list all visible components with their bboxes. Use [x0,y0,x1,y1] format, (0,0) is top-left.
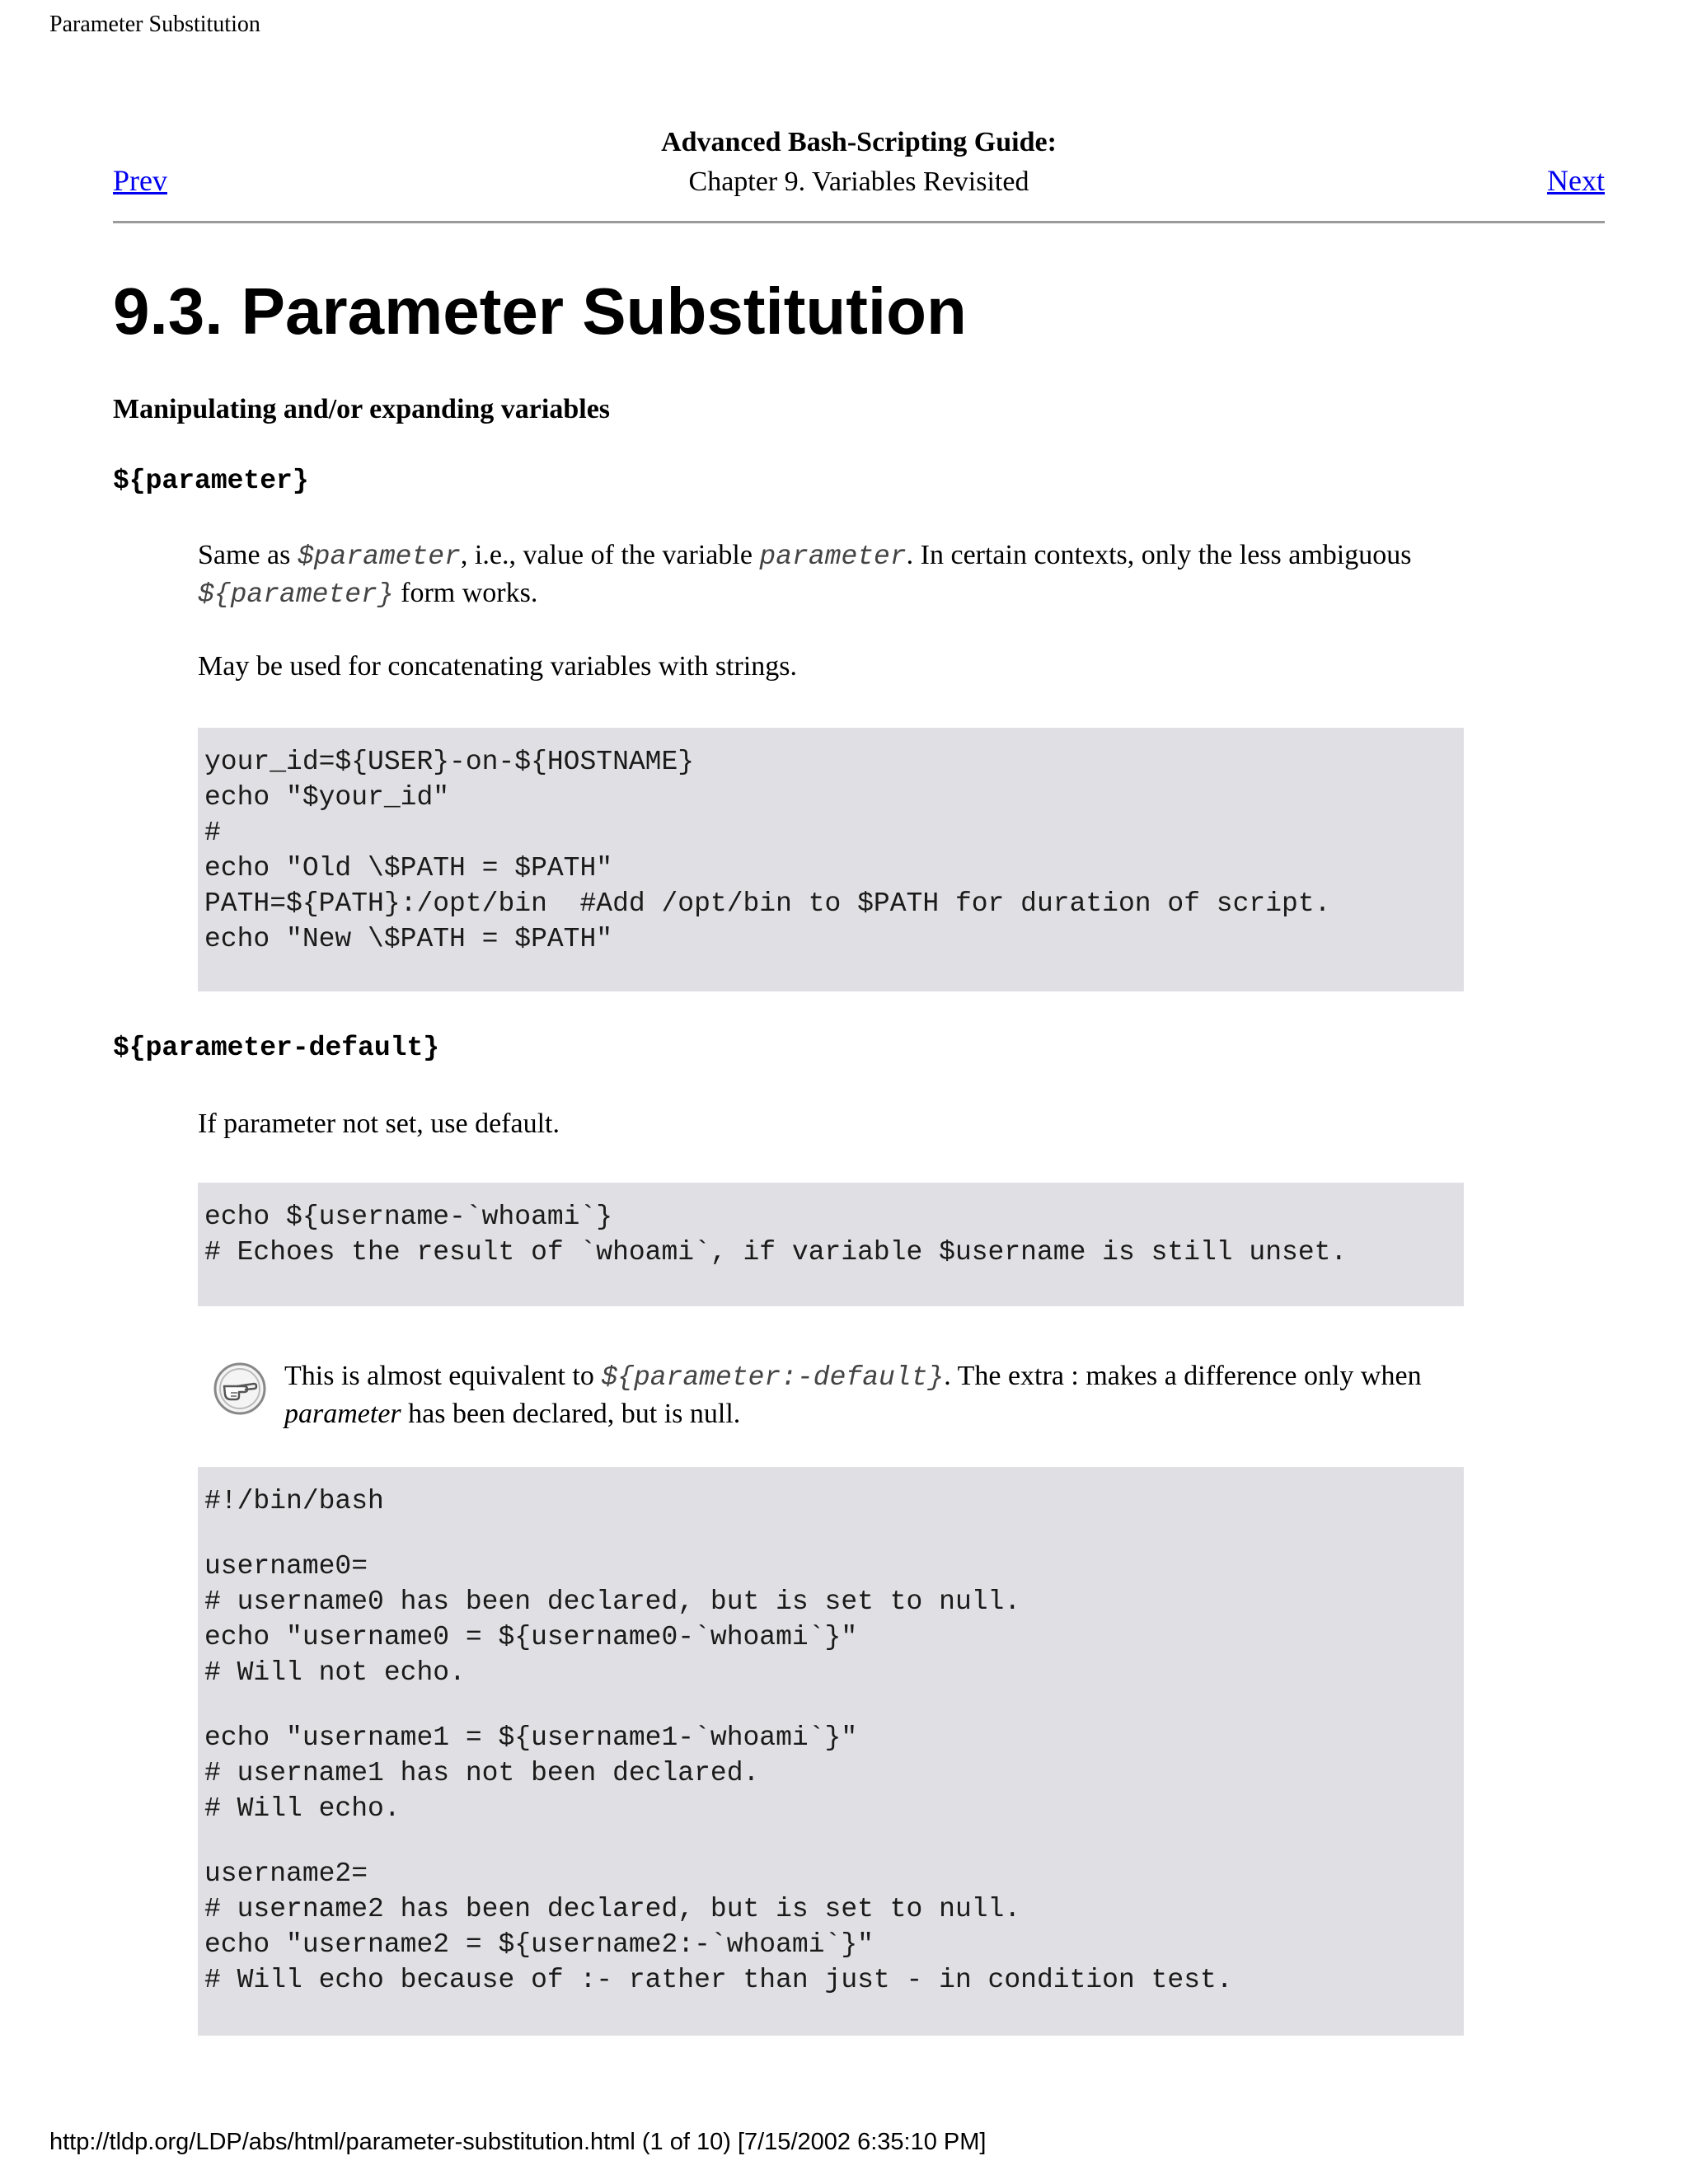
code-line: echo "Old \$PATH = $PATH" [204,853,613,883]
code-line: echo "username2 = ${username2:-`whoami`}" [204,1929,874,1960]
paragraph-concatenating: May be used for concatenating variables with strings. [198,651,798,682]
page-footer-url: http://tldp.org/LDP/abs/html/parameter-substitution.html (1 of 10) [7/15/2002 6:35:10 PM] [49,2129,987,2155]
text-fragment: Same as [198,540,298,570]
paragraph-if-not-set: If parameter not set, use default. [198,1108,560,1139]
code-line: # username2 has been declared, but is set to null. [204,1894,1021,1924]
code-line: echo "$your_id" [204,782,450,813]
code-line: # Will echo. [204,1793,401,1824]
chapter-title: Chapter 9. Variables Revisited [688,166,1029,197]
text-fragment: . In certain contexts, only the less ambiguous [906,540,1412,570]
code-line: echo "username1 = ${username1-`whoami`}" [204,1722,858,1753]
code-block-concatenation [198,728,1464,991]
code-line: # Echoes the result of `whoami`, if variable $username is still unset. [204,1237,1348,1268]
text-fragment: has been declared, but is null. [401,1399,741,1429]
next-link[interactable]: Next [1547,164,1605,197]
code-gap [204,1519,1457,1549]
code-block-default [198,1183,1464,1306]
code-line: username2= [204,1858,368,1889]
prev-link[interactable]: Prev [113,164,167,197]
var-parameter-colon-default: ${parameter:-default} [601,1362,945,1393]
running-head: Parameter Substitution [49,12,260,37]
code-line: # username0 has been declared, but is set to null. [204,1586,1021,1617]
code-line: #!/bin/bash [204,1486,384,1516]
code-line: # [204,818,221,848]
var-braced-parameter: ${parameter} [198,579,394,610]
code-line: # Will not echo. [204,1657,466,1688]
paragraph-same-as [198,537,1541,613]
code-gap [204,1690,1457,1720]
navigation-header [113,124,1605,223]
term-parameter-default: ${parameter-default} [113,1033,440,1063]
code-line: PATH=${PATH}:/opt/bin #Add /opt/bin to $PATH for duration of script. [204,888,1331,919]
code-line: username0= [204,1551,368,1582]
note-text [284,1358,1471,1432]
code-gap [204,1826,1457,1856]
code-line: # Will echo because of :- rather than just - in condition test. [204,1965,1233,1995]
text-fragment: . The extra : makes a difference only when [944,1361,1422,1391]
var-parameter: parameter [759,541,907,572]
pointing-hand-note-icon [213,1361,267,1416]
code-block-script [198,1467,1464,2036]
code-line: your_id=${USER}-on-${HOSTNAME} [204,747,695,777]
emphasis-parameter: parameter [284,1399,401,1429]
section-subtitle: Manipulating and/or expanding variables [113,394,611,424]
code-line: echo "New \$PATH = $PATH" [204,924,613,954]
term-parameter: ${parameter} [113,466,309,496]
text-fragment: This is almost equivalent to [284,1361,602,1391]
text-fragment: form works. [393,578,538,608]
var-dollar-parameter: $parameter [297,541,461,572]
text-fragment: , i.e., value of the variable [460,540,760,570]
page-title: 9.3. Parameter Substitution [113,274,967,348]
code-line: # username1 has not been declared. [204,1758,760,1788]
code-line: echo ${username-`whoami`} [204,1202,613,1232]
guide-title: Advanced Bash-Scripting Guide: [661,127,1057,157]
code-line: echo "username0 = ${username0-`whoami`}" [204,1622,858,1652]
